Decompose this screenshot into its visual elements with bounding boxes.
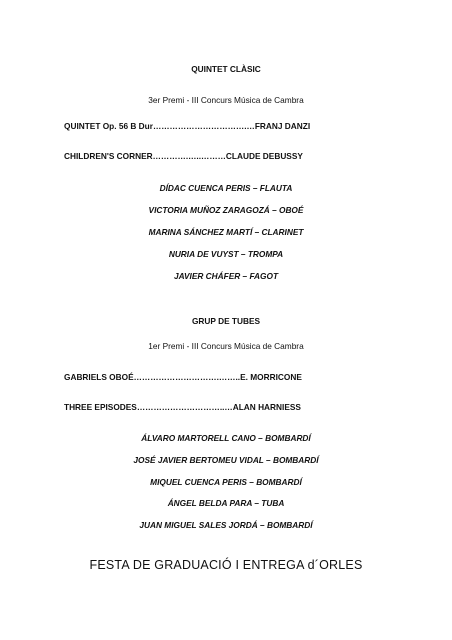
section1-member-2: VICTORIA MUÑOZ ZARAGOZÁ – OBOÉ <box>148 205 304 215</box>
section1-member-1: DÍDAC CUENCA PERIS – FLAUTA <box>159 183 293 193</box>
section2-member-1: ÁLVARO MARTORELL CANO – BOMBARDÍ <box>141 433 311 443</box>
section1-award: 3er Premi - III Concurs Música de Cambra <box>148 95 304 105</box>
section2-piece-2: THREE EPISODES…………………………..…ALAN HARNIESS <box>64 402 301 412</box>
section2-member-3: MIQUEL CUENCA PERIS – BOMBARDÍ <box>150 477 302 487</box>
section2-member-5: JUAN MIGUEL SALES JORDÁ – BOMBARDÍ <box>139 520 313 530</box>
section1-member-5: JAVIER CHÁFER – FAGOT <box>173 271 279 281</box>
section1-piece-2: CHILDREN'S CORNER………….…..………CLAUDE DEBUSSY <box>64 151 303 161</box>
section2-member-4: ÁNGEL BELDA PARA – TUBA <box>167 498 285 508</box>
section2-member-2: JOSÉ JAVIER BERTOMEU VIDAL – BOMBARDÍ <box>133 455 319 465</box>
section2-award: 1er Premi - III Concurs Música de Cambra <box>148 341 304 351</box>
section2-title: GRUP DE TUBES <box>191 316 261 326</box>
section1-member-4: NURIA DE VUYST – TROMPA <box>168 249 284 259</box>
section1-title: QUINTET CLÀSIC <box>191 64 261 74</box>
section2-piece-1: GABRIELS OBOÉ………………………….……..E. MORRICONE <box>64 372 302 382</box>
footer-title: FESTA DE GRADUACIÓ I ENTREGA d´ORLES <box>89 558 363 572</box>
section1-piece-1: QUINTET Op. 56 B Dur…………………………….…FRANJ DANZI <box>64 121 311 131</box>
section1-member-3: MARINA SÁNCHEZ MARTÍ – CLARINET <box>148 227 304 237</box>
